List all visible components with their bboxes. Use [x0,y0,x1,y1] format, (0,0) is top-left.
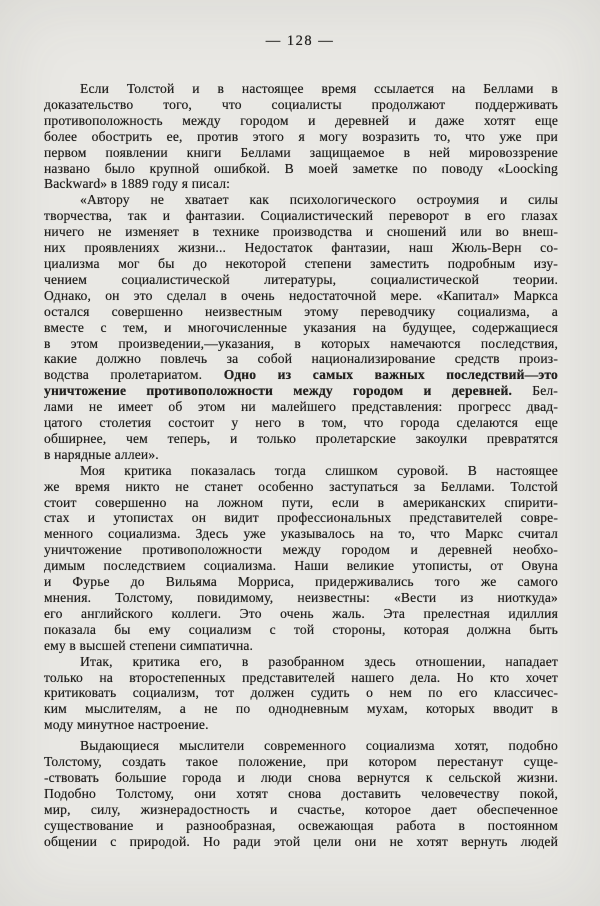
text-segment: мир, силу, жизнерадостность и счастье, которое дает обеспеченное [44,801,558,817]
text-line [44,240,558,256]
text-segment: только на второстепенных представителей нашего дела. Но кто хочет [44,669,558,685]
text-segment: показала бы ему социализм с той стороны, которая должна быть [44,621,558,637]
text-segment: менного социализма. Здесь уже указывалось на то, что Маркс считал [44,526,558,542]
text-line [44,542,558,558]
text-segment: Толстому, создать такое положение, при котором перестанут суще- [44,754,558,770]
text-segment: общении с природой. Но ради этой цели они не хотят вернуть людей [44,833,558,849]
paragraph-2-quote [44,192,558,462]
text-line [44,399,558,415]
text-line [44,622,558,638]
text-segment: Выдающиеся мыслители современного социализма хотят, подобно [80,738,558,754]
text-line [44,526,558,542]
text-segment: остался совершенно неизвестным этому переводчику социализма, а [44,303,558,319]
text-line [44,97,558,113]
text-line [44,479,558,495]
text-segment: уничтожение противоположности между городом и деревней необхо- [44,542,558,558]
page-number: — 128 — [265,33,335,49]
text-segment: и Фурье до Вильяма Морриса, придерживались того же самого [44,574,558,590]
text-segment: циализма мог бы до некоторой степени заместить подробным изу- [44,255,558,271]
text-line [44,818,558,834]
text-segment: его английского коллеги. Это очень жаль. Эта прелестная идиллия [44,605,558,621]
text-line [44,256,558,272]
page-body [44,81,558,850]
text-line [44,129,558,145]
text-segment: Однако, он это сделал в очень недостаточной мере. «Капитал» Маркса [44,287,558,303]
text-line [44,383,558,399]
paragraph-4 [44,654,558,734]
text-line [44,176,558,192]
text-line [44,161,558,177]
text-line [44,367,558,383]
text-segment: -ствовать большие города и люди снова вернутся к сельской жизни. [44,769,558,785]
text-line [44,447,558,463]
text-line [44,81,558,97]
text-segment: Итак, критика его, в разобранном здесь отношении, нападает [80,653,558,669]
text-line [44,738,558,754]
text-segment: Подобно Толстому, они хотят снова доставить человечеству покой, [44,785,558,801]
text-segment: противоположность между городом и деревней и даже хотят еще [44,112,558,128]
text-line [44,685,558,701]
text-segment: лами не имеет об этом ни малейшего представления: прогресс двад- [44,399,558,415]
text-line [44,638,558,654]
text-segment: критиковать социализм, тот должен судить о нем по его классичес- [44,685,558,701]
text-line [44,304,558,320]
text-line [44,113,558,129]
text-line [44,145,558,161]
text-segment: водства пролетариатом. [44,367,224,383]
paragraph-5 [44,738,558,849]
text-segment: первом появлении книги Беллами защищаемое в ней мировоззрение [44,144,558,160]
text-segment: в этом произведении,—указания, в которых намечаются последствия, [44,335,558,351]
text-line [44,770,558,786]
text-segment: творчества, так и фантазии. Социалистический переворот в его глазах [44,208,558,224]
text-segment: них проявлениях жизни... Недостаток фантазии, наш Жюль-Верн со- [44,240,558,256]
text-line [44,320,558,336]
text-segment: же время никто не станет особенно заступаться за Беллами. Толстой [44,478,558,494]
text-segment: стах и утопистах он видит профессиональных представителей совре- [44,510,558,526]
paragraph-3 [44,463,558,654]
text-segment: Моя критика показалась тогда слишком суровой. В настоящее [80,462,558,478]
text-segment: чением социалистической литературы, социалистической теории. [44,271,558,287]
text-line [44,351,558,367]
text-line [44,431,558,447]
text-segment: названо было крупной ошибкой. В моей заметке по поводу «Loocking [44,160,558,176]
text-segment: ему в высшей степени симпатична. [44,637,254,653]
text-line [44,754,558,770]
text-line [44,834,558,850]
text-line [44,670,558,686]
text-segment: димым последствием социализма. Наши великие утописты, от Овуна [44,558,558,574]
text-line [44,192,558,208]
text-line [44,717,558,733]
text-line [44,701,558,717]
text-segment: более обострить ее, против этого я могу возразить то, что уже при [44,128,558,144]
text-line [44,336,558,352]
text-segment: обширнее, чем теперь, и только пролетарские закоулки превратятся [44,430,558,446]
text-segment: цатого столетия состоит у него в том, что города сделаются еще [44,415,558,431]
text-segment: Если Толстой и в настоящее время ссылается на Беллами в [80,81,558,96]
text-segment: мнения. Толстому, повидимому, неизвестны: «Вести из ниоткуда» [44,590,558,605]
text-line [44,272,558,288]
text-line [44,208,558,224]
text-segment: ничего не изменяет в технике производства и сношений или во внеш- [44,224,558,240]
text-segment: существование и разнообразная, освежающая работа в постоянном [44,817,558,833]
text-line [44,415,558,431]
text-segment: стоит совершенно на ложном пути, если в американских спирити- [44,494,558,510]
text-segment: в нарядные аллеи». [44,446,159,462]
text-line [44,510,558,526]
text-line [44,574,558,590]
text-segment: доказательство того, что социалисты продолжают поддерживать [44,96,558,112]
text-line [44,654,558,670]
text-segment: Бел- [512,383,558,399]
text-line [44,495,558,511]
text-segment: моду минутное настроение. [44,717,209,733]
text-segment: «Автору не хватает как психологического остроумия и силы [80,192,558,208]
text-segment: Backward» в 1889 году я писал: [44,176,231,192]
text-line [44,802,558,818]
paragraph-1 [44,81,558,192]
text-line [44,590,558,606]
text-segment: ким мыслителям, а не по однодневным мухам, которых вводит в [44,701,558,717]
text-line [44,224,558,240]
bold-text-segment: Одно из самых важных последствий—это [223,367,559,383]
text-line [44,606,558,622]
bold-text-segment: уничтожение противоположности между городом и деревней. [44,383,513,399]
text-line [44,558,558,574]
text-segment: вместе с тем, и многочисленные указания на будущее, содержащиеся [44,319,558,335]
text-line [44,288,558,304]
text-segment: какие должно повлечь за собой национализирование средств произ- [44,351,558,367]
text-line [44,463,558,479]
text-line [44,786,558,802]
